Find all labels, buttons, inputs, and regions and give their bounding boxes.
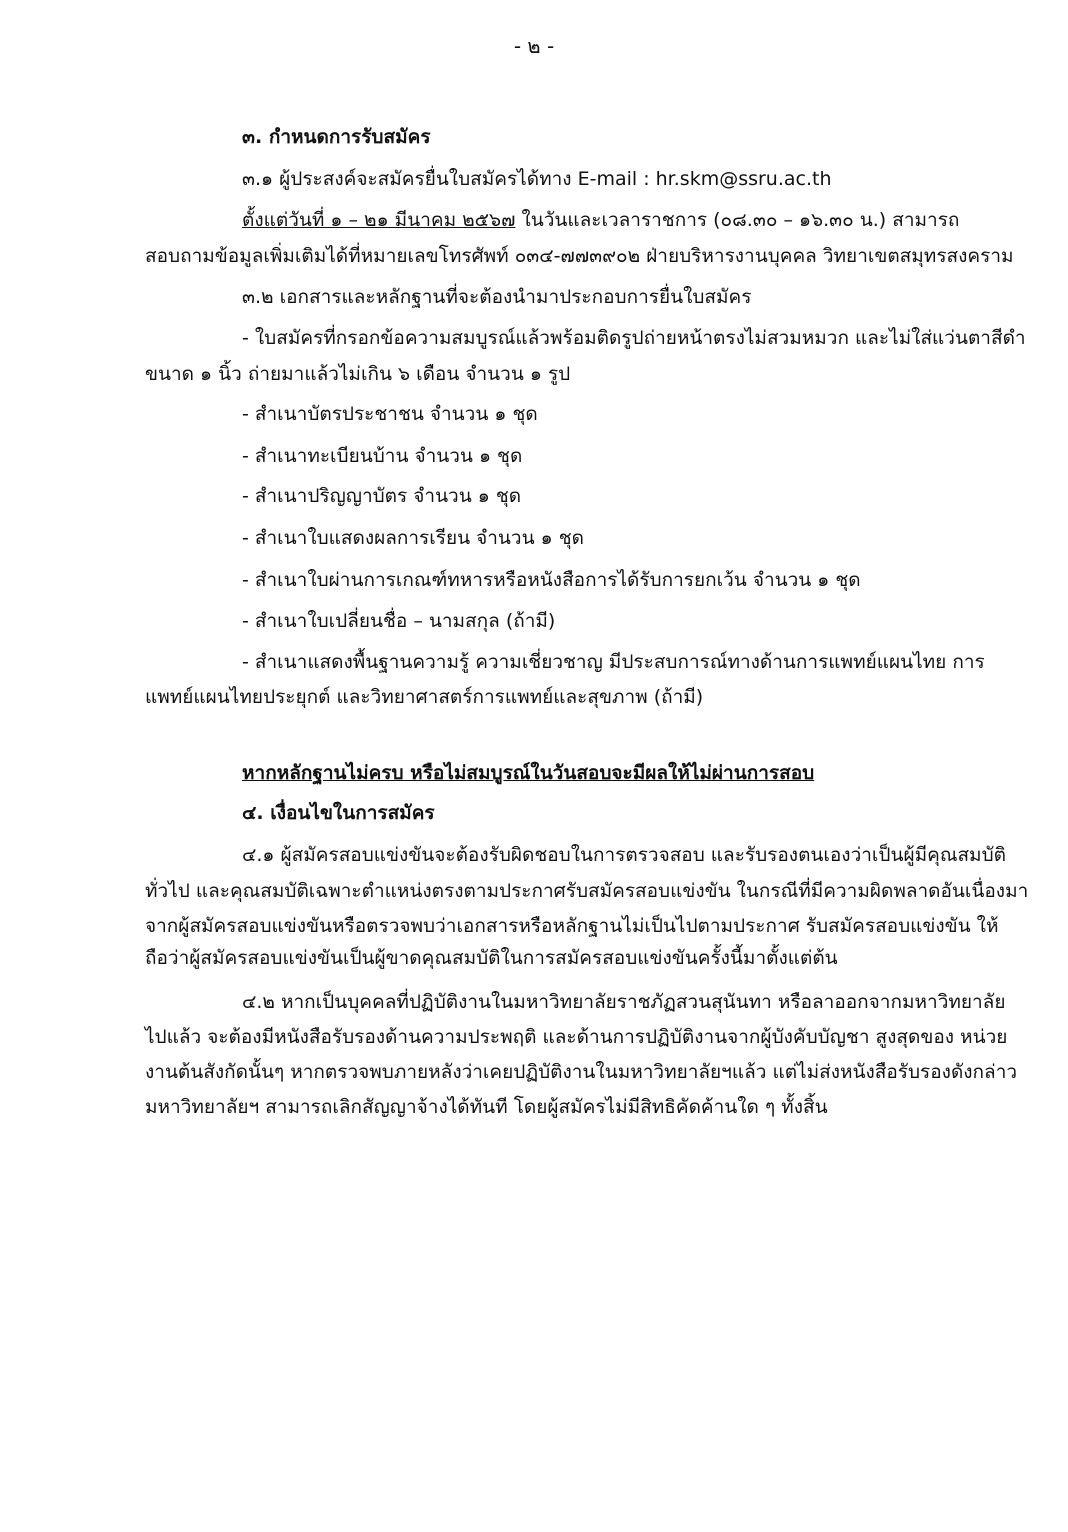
paragraph-4-1-line: จากผู้สมัครสอบแข่งขันหรือตรวจพบว่าเอกสารหรือหลักฐานไม่เป็นไปตามประกาศ รับสมัครสอบแข่งขัน ให้ <box>145 915 999 937</box>
section-3-heading: ๓. กำหนดการรับสมัคร <box>242 126 431 148</box>
paragraph-4-1-line: ๔.๑ ผู้สมัครสอบแข่งขันจะต้องรับผิดชอบในการตรวจสอบ และรับรองตนเองว่าเป็นผู้มีคุณสมบัติ <box>242 844 1006 866</box>
doc-item: - ใบสมัครที่กรอกข้อความสมบูรณ์แล้วพร้อมติดรูปถ่ายหน้าตรงไม่สวมหมวก และไม่ใส่แว่นตาสีดำ <box>242 327 1026 349</box>
doc-item: - สำเนาทะเบียนบ้าน จำนวน ๑ ชุด <box>242 445 523 467</box>
paragraph-4-2-line: งานต้นสังกัดนั้นๆ หากตรวจพบภายหลังว่าเคยปฏิบัติงานในมหาวิทยาลัยฯแล้ว แต่ไม่ส่งหนังสือรับรองดังกล่าว <box>145 1061 1018 1083</box>
page-number: - ๒ - <box>513 34 555 58</box>
section-4-heading: ๔. เงื่อนไขในการสมัคร <box>242 802 435 824</box>
doc-item: - สำเนาบัตรประชาชน จำนวน ๑ ชุด <box>242 403 538 425</box>
paragraph-4-2-line: ๔.๒ หากเป็นบุคคลที่ปฏิบัติงานในมหาวิทยาลัยราชภัฏสวนสุนันทา หรือลาออกจากมหาวิทยาลัย <box>242 991 1006 1013</box>
paragraph-4-1-line: ถือว่าผู้สมัครสอบแข่งขันเป็นผู้ขาดคุณสมบัติในการสมัครสอบแข่งขันครั้งนี้มาตั้งแต่ต้น <box>145 947 838 969</box>
paragraph-4-2-line: มหาวิทยาลัยฯ สามารถเลิกสัญญาจ้างได้ทันที โดยผู้สมัครไม่มีสิทธิคัดค้านใด ๆ ทั้งสิ้น <box>145 1096 828 1118</box>
doc-item-cont: ขนาด ๑ นิ้ว ถ่ายมาแล้วไม่เกิน ๖ เดือน จำนวน ๑ รูป <box>145 363 571 385</box>
doc-item: - สำเนาใบเปลี่ยนชื่อ – นามสกุล (ถ้ามี) <box>242 610 556 632</box>
doc-item-cont: แพทย์แผนไทยประยุกต์ และวิทยาศาสตร์การแพทย์และสุขภาพ (ถ้ามี) <box>145 686 704 708</box>
item-3-1: ๓.๑ ผู้ประสงค์จะสมัครยื่นใบสมัครได้ทาง E-mail : hr.skm@ssru.ac.th <box>242 168 832 190</box>
incomplete-documents-warning: หากหลักฐานไม่ครบ หรือไม่สมบูรณ์ในวันสอบจะมีผลให้ไม่ผ่านการสอบ <box>242 762 815 784</box>
application-time: ในวันและเวลาราชการ (๐๘.๓๐ – ๑๖.๓๐ น.) สามารถ <box>515 209 960 231</box>
paragraph-4-2-line: ไปแล้ว จะต้องมีหนังสือรับรองด้านความประพฤติ และด้านการปฏิบัติงานจากผู้บังคับบัญชา สูงสุดของ หน่วย <box>145 1026 1008 1048</box>
doc-item: - สำเนาปริญญาบัตร จำนวน ๑ ชุด <box>242 485 522 507</box>
paragraph-4-1-line: ทั่วไป และคุณสมบัติเฉพาะตำแหน่งตรงตามประกาศรับสมัครสอบแข่งขัน ในกรณีที่มีความผิดพลาดอันเนื่องมา <box>145 880 1029 902</box>
doc-item: - สำเนาใบผ่านการเกณฑ์ทหารหรือหนังสือการได้รับการยกเว้น จำนวน ๑ ชุด <box>242 569 861 591</box>
application-date-range: ตั้งแต่วันที่ ๑ – ๒๑ มีนาคม ๒๕๖๗ <box>242 209 516 231</box>
doc-item: - สำเนาแสดงพื้นฐานความรู้ ความเชี่ยวชาญ มีประสบการณ์ทางด้านการแพทย์แผนไทย การ <box>242 651 985 673</box>
application-period <box>242 207 984 233</box>
contact-line: สอบถามข้อมูลเพิ่มเติมได้ที่หมายเลขโทรศัพท์ ๐๓๔-๗๗๓๙๐๒ ฝ่ายบริหารงานบุคคล วิทยาเขตสมุทรสงคราม <box>145 245 1014 267</box>
doc-item: - สำเนาใบแสดงผลการเรียน จำนวน ๑ ชุด <box>242 527 584 549</box>
item-3-2: ๓.๒ เอกสารและหลักฐานที่จะต้องนำมาประกอบการยื่นใบสมัคร <box>242 286 752 308</box>
